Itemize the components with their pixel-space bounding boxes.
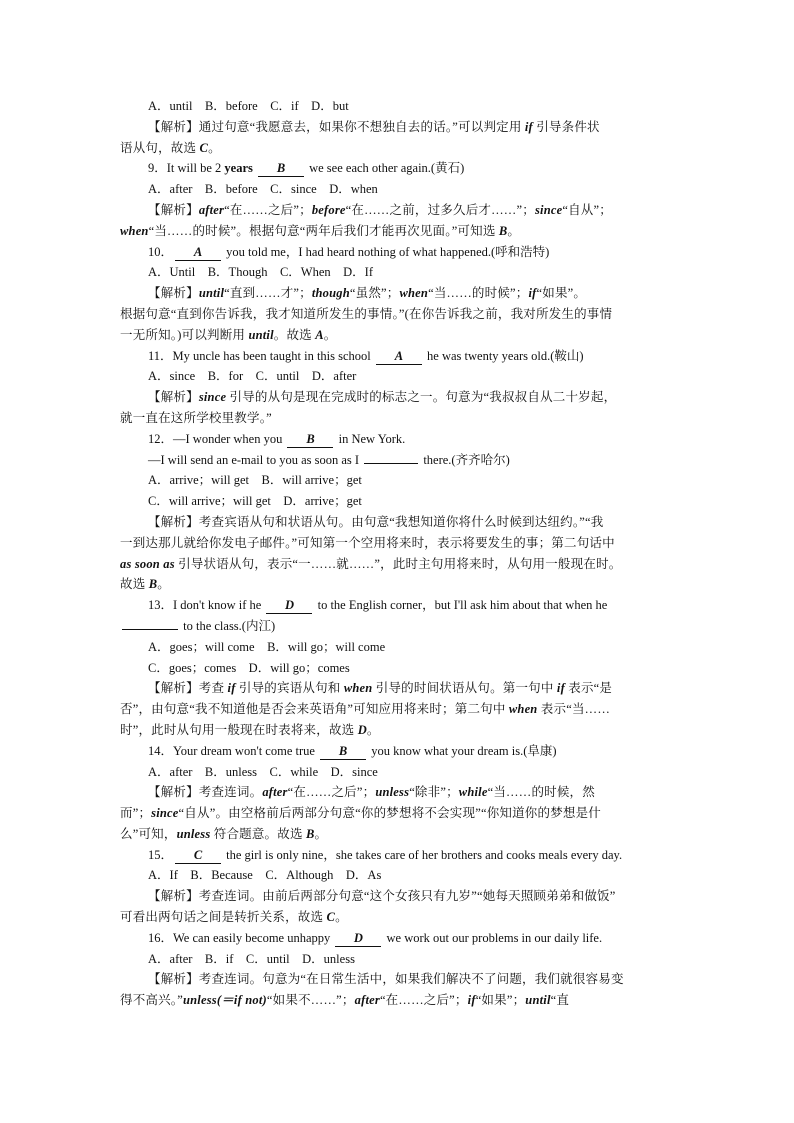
q8-analysis-cont xyxy=(120,138,678,159)
keyword: C xyxy=(326,910,336,925)
q13-stem-pre: 13．I don't know if he xyxy=(148,598,265,613)
keyword: until xyxy=(248,327,274,342)
q11-stem xyxy=(120,346,678,367)
text-run: 【解析】考查宾语从句和状语从句。由句意“我想知道你将什么时候到达纽约。”“我 xyxy=(148,514,604,529)
q9-answer-blank: B xyxy=(258,161,304,177)
q13-options-1: A．goes；will come B．will go；will come xyxy=(148,639,386,654)
text-run: 【解析】通过句意“我愿意去，如果你不想独自去的话。”可以判定用 xyxy=(148,119,525,134)
keyword: after xyxy=(198,202,225,217)
q16-analysis-cont xyxy=(120,990,678,1011)
text-run: 故选 xyxy=(120,577,149,592)
q13-analysis xyxy=(120,678,678,699)
q9-options: A．after B．before C．since D．when xyxy=(148,182,378,197)
text-run: 。 xyxy=(157,577,170,592)
q14-analysis-cont2 xyxy=(120,824,678,845)
keyword: when xyxy=(343,681,373,696)
q8-options: A．until B．before C．if D．but xyxy=(148,99,349,113)
keyword: after xyxy=(262,785,288,800)
text-run: 引导的从句是现在完成时的标志之一。句意为“我叔叔自从二十岁起， xyxy=(226,390,617,405)
keyword: when xyxy=(399,286,429,301)
q13-answer-blank: D xyxy=(266,598,312,614)
text-run: 【解析】考查连词。句意为“在日常生活中，如果我们解决不了问题，我们就很容易变 xyxy=(148,972,624,987)
keyword: as soon as xyxy=(120,556,175,571)
q10-stem-post: you told me，I had heard nothing of what happened.(呼和浩特) xyxy=(223,244,550,259)
q11-stem-post: he was twenty years old.(鞍山) xyxy=(423,348,584,363)
q10-analysis-cont xyxy=(120,304,678,325)
text-run: “如果不……”； xyxy=(266,993,355,1008)
q15-stem xyxy=(120,845,678,866)
keyword: D xyxy=(357,722,367,737)
keyword: A xyxy=(315,327,324,342)
q12-stem-pre: 12．—I wonder when you xyxy=(148,431,286,446)
text-run: “当……的时候”； xyxy=(428,286,529,301)
text-run: “如果”； xyxy=(475,993,526,1008)
keyword: B xyxy=(498,223,508,238)
q12-options-1: A．arrive；will get B．will arrive；get xyxy=(148,473,362,488)
q10-analysis-cont2 xyxy=(120,325,678,346)
q10-stem-pre: 10． xyxy=(148,244,174,259)
text-run: 【解析】 xyxy=(148,390,199,405)
q9-stem-bold: years xyxy=(224,161,253,176)
text-run: “自从”； xyxy=(562,202,612,217)
text-run: 否”，由句意“我不知道他是否会来英语角”可知应用将来时；第二句中 xyxy=(120,702,509,717)
q9-stem xyxy=(120,158,678,179)
q16-answer-blank: D xyxy=(335,931,381,947)
text-run: 就一直在这所学校里教学。” xyxy=(120,410,272,425)
text-run: 语从句，故选 xyxy=(120,140,200,155)
q11-analysis xyxy=(120,387,678,408)
keyword: if xyxy=(227,681,236,696)
q13-stem xyxy=(120,595,678,616)
text-run: “如果”。 xyxy=(536,286,587,301)
text-run: 根据句意“直到你告诉我，我才知道所发生的事情。”(在你告诉我之前，我对所发生的事情 xyxy=(120,306,613,321)
text-run: “在……之后”； xyxy=(224,202,312,217)
q12-stem-post: in New York. xyxy=(335,431,406,446)
q16-analysis xyxy=(120,969,678,990)
keyword: when xyxy=(120,223,149,238)
q16-stem-post: we work out our problems in our daily life. xyxy=(383,930,603,945)
keyword: if xyxy=(556,681,565,696)
q13-analysis-cont xyxy=(120,699,678,720)
text-run: “除非”； xyxy=(409,785,459,800)
q10-answer-blank: A xyxy=(175,245,221,261)
text-run: 【解析】考查连词。 xyxy=(148,785,263,800)
q12-analysis-cont2 xyxy=(120,554,678,575)
text-run: “直到……才”； xyxy=(224,286,312,301)
q15-stem-pre: 15． xyxy=(148,847,174,862)
text-run: 而”； xyxy=(120,806,152,821)
q15-stem-post: the girl is only nine，she takes care of her brothers and cooks meals every day. xyxy=(223,847,623,862)
q12-analysis xyxy=(120,512,678,533)
text-run: 。 xyxy=(314,826,328,841)
q14-stem xyxy=(120,741,678,762)
q12-stem-line2 xyxy=(120,450,678,471)
q10-analysis xyxy=(120,283,678,304)
q12-options-2: C．will arrive；will get D．arrive；get xyxy=(148,494,362,509)
keyword: until xyxy=(198,286,225,301)
q15-analysis xyxy=(120,886,678,907)
q16-options: A．after B．if C．until D．unless xyxy=(148,951,355,966)
keyword: until xyxy=(525,993,551,1008)
keyword: C xyxy=(199,140,209,155)
q8-analysis xyxy=(120,117,678,138)
q12-stem2-pre: —I will send an e-mail to you as soon as I xyxy=(148,452,363,467)
q12-answer-blank: B xyxy=(287,432,333,448)
q15-answer-blank: C xyxy=(175,848,221,864)
text-run: 可看出两句话之间是转折关系，故选 xyxy=(120,910,327,925)
q16-stem-pre: 16．We can easily become unhappy xyxy=(148,930,334,945)
keyword: unless(＝if not) xyxy=(183,993,267,1008)
keyword: when xyxy=(508,702,538,717)
text-run: 引导的时间状语从句。第一句中 xyxy=(372,681,557,696)
q13-stem2-post: to the class.(内江) xyxy=(180,618,276,633)
text-run: “直 xyxy=(550,993,570,1008)
q11-stem-pre: 11．My uncle has been taught in this school xyxy=(148,348,374,363)
q9-analysis xyxy=(120,200,678,221)
q14-analysis-cont xyxy=(120,803,678,824)
q13-analysis-cont2 xyxy=(120,720,678,741)
text-run: 引导条件状 xyxy=(532,119,600,134)
q13-options-2: C．goes；comes D．will go；comes xyxy=(148,660,350,675)
keyword: if xyxy=(524,119,533,134)
text-run: 。 xyxy=(323,327,337,342)
text-run: “当……的时候，然 xyxy=(487,785,595,800)
text-run: 引导状语从句，表示“一……就……”，此时主句用将来时，从句用一般现在时。 xyxy=(174,556,622,571)
text-run: 。 xyxy=(507,223,521,238)
q15-analysis-cont xyxy=(120,907,678,928)
text-run: 。 xyxy=(208,140,221,155)
q11-options: A．since B．for C．until D．after xyxy=(148,369,357,384)
q14-stem-pre: 14．Your dream won't come true xyxy=(148,743,319,758)
q13-empty-blank xyxy=(122,616,178,630)
text-run: 得不高兴。” xyxy=(120,993,183,1008)
text-run: 表示“当…… xyxy=(537,702,611,717)
q12-analysis-cont3 xyxy=(120,574,678,595)
q14-options: A．after B．unless C．while D．since xyxy=(148,764,378,779)
text-run: 。 xyxy=(366,722,380,737)
text-run: 【解析】 xyxy=(148,286,199,301)
q9-stem-post: we see each other again.(黄石) xyxy=(305,161,465,176)
q9-stem-pre: 9．It will be 2 xyxy=(148,161,225,176)
q12-stem xyxy=(120,429,678,450)
q13-stem-line2 xyxy=(120,616,678,637)
keyword: before xyxy=(311,202,346,217)
keyword: if xyxy=(467,993,476,1008)
text-run: 【解析】 xyxy=(148,202,199,217)
keyword: unless xyxy=(375,785,410,800)
text-run: “在……之后”； xyxy=(287,785,376,800)
q10-options: A．Until B．Though C．When D．If xyxy=(148,265,373,280)
text-run: 时”，此时从句用一般现在时表将来，故选 xyxy=(120,722,358,737)
keyword: while xyxy=(458,785,488,800)
text-run: “当……的时候”。根据句意“两年后我们才能再次见面。”可知选 xyxy=(148,223,499,238)
text-run: 一无所知。)可以判断用 xyxy=(120,327,249,342)
keyword: B xyxy=(305,826,315,841)
text-run: 【解析】考查连词。由前后两部分句意“这个女孩只有九岁”“她每天照顾弟弟和做饭” xyxy=(148,889,616,904)
text-run: 符合题意。故选 xyxy=(210,826,306,841)
q12-empty-blank xyxy=(364,450,418,464)
text-run: “在……之前，过多久后才……”； xyxy=(345,202,535,217)
keyword: if xyxy=(528,286,537,301)
text-run: “虽然”； xyxy=(349,286,400,301)
keyword: though xyxy=(311,286,350,301)
q11-analysis-cont xyxy=(120,408,678,429)
text-run: 一到达那儿就给你发电子邮件。”可知第一个空用将来时，表示将要发生的事；第二句话中 xyxy=(120,535,615,550)
q12-stem2-post: there.(齐齐哈尔) xyxy=(420,452,510,467)
q15-options: A．If B．Because C．Although D．As xyxy=(148,868,382,883)
keyword: since xyxy=(198,390,227,405)
q13-stem-post: to the English corner，but I'll ask him about that when he xyxy=(314,598,608,613)
keyword: since xyxy=(151,806,179,821)
keyword: since xyxy=(534,202,563,217)
text-run: 表示“是 xyxy=(564,681,613,696)
q9-analysis-cont xyxy=(120,221,678,242)
q11-answer-blank: A xyxy=(376,349,422,365)
text-run: 引导的宾语从句和 xyxy=(235,681,344,696)
keyword: B xyxy=(148,577,158,592)
q10-stem xyxy=(120,242,678,263)
text-run: 。故选 xyxy=(273,327,316,342)
q14-analysis xyxy=(120,782,678,803)
q12-analysis-cont xyxy=(120,533,678,554)
text-run: “在……之后”； xyxy=(379,993,468,1008)
q14-answer-blank: B xyxy=(320,744,366,760)
q14-stem-post: you know what your dream is.(阜康) xyxy=(368,743,557,758)
text-run: 。 xyxy=(335,910,348,925)
keyword: after xyxy=(354,993,380,1008)
text-run: “自从”。由空格前后两部分句意“你的梦想将不会实现”“你知道你的梦想是什 xyxy=(178,806,601,821)
q16-stem xyxy=(120,928,678,949)
text-run: 么”可知， xyxy=(120,826,177,841)
keyword: unless xyxy=(176,826,211,841)
text-run: 【解析】考查 xyxy=(148,681,228,696)
